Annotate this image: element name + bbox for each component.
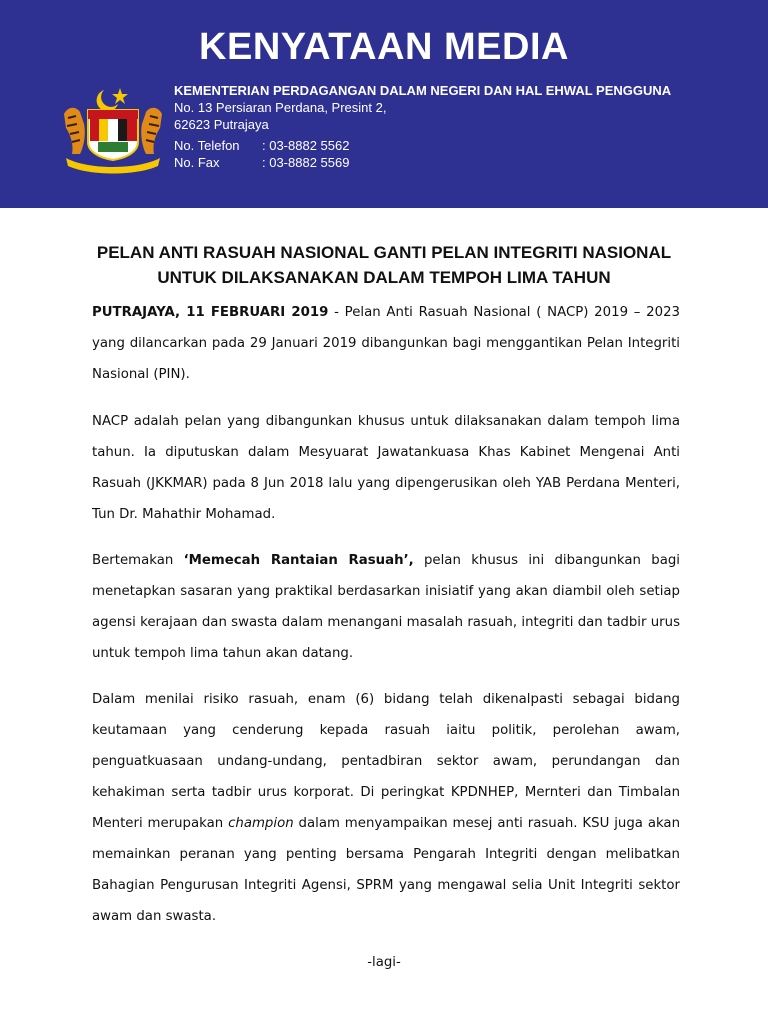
- paragraph-1-text: - Pelan Anti Rasuah Nasional ( NACP) 2019 – 2023 yang dilancarkan pada 29 Januari 2019 dibangunkan bagi menggantikan Pelan Integriti Nasional (PIN).: [92, 305, 680, 382]
- paragraph-4-part-1: Dalam menilai risiko rasuah, enam (6) bidang telah dikenalpasti sebagai bidang keutamaan yang cenderung kepada rasuah iaitu politik, perolehan awam, penguatkuasaan undang-undang, pentadbiran sektor awam, perundangan dan kehakiman serta tadbir urus korporat. Di peringkat KPDNHEP, Mernteri dan Timbalan Menteri merupakan: [92, 692, 680, 831]
- address-line-1: No. 13 Persiaran Perdana, Presint 2,: [174, 100, 387, 115]
- phone-value: : 03-8882 5562: [262, 138, 350, 153]
- fax-value: : 03-8882 5569: [262, 155, 350, 170]
- paragraph-3-text: pelan khusus ini dibangunkan bagi menetapkan sasaran yang praktikal berdasarkan inisiatif yang akan diambil oleh setiap agensi kerajaan dan swasta dalam menangani masalah rasuah, integriti dan tadbir urus untuk tempoh lima tahun akan datang.: [92, 553, 680, 661]
- headline-line-2: UNTUK DILAKSANAKAN DALAM TEMPOH LIMA TAHUN: [157, 268, 611, 287]
- champion-term: champion: [228, 816, 294, 831]
- header-banner: [0, 0, 768, 208]
- press-headline: [60, 240, 708, 290]
- theme-text: ‘Memecah Rantaian Rasuah’,: [183, 553, 414, 568]
- paragraph-4-part-2: dalam menyampaikan mesej anti rasuah. KSU juga akan memainkan peranan yang penting bersama Pengarah Integriti dengan melibatkan Bahagian Pengurusan Integriti Agensi, SPRM yang mengawal selia Unit Integriti sektor awam dan swasta.: [92, 816, 681, 924]
- address-line-2: 62623 Putrajaya: [174, 117, 269, 132]
- ministry-name: KEMENTERIAN PERDAGANGAN DALAM NEGERI DAN HAL EHWAL PENGGUNA: [174, 83, 672, 98]
- paragraph-3: [92, 545, 680, 669]
- phone-label: No. Telefon: [174, 138, 240, 153]
- paragraph-2: NACP adalah pelan yang dibangunkan khusus untuk dilaksanakan dalam tempoh lima tahun. Ia diputuskan dalam Mesyuarat Jawatankuasa Khas Kabinet Mengenai Anti Rasuah (JKKMAR) pada 8 Jun 2018 lalu yang dipengerusikan oleh YAB Perdana Menteri, Tun Dr. Mahathir Mohamad.: [92, 414, 680, 522]
- header-title: KENYATAAN MEDIA: [199, 26, 569, 68]
- dateline: PUTRAJAYA, 11 FEBRUARI 2019: [92, 305, 329, 320]
- fax-row: [174, 155, 349, 170]
- headline-line-1: PELAN ANTI RASUAH NASIONAL GANTI PELAN INTEGRITI NASIONAL: [96, 243, 672, 262]
- paragraph-1: [92, 297, 680, 390]
- fax-label: No. Fax: [174, 155, 220, 170]
- continuation-marker: -lagi-: [367, 955, 401, 970]
- phone-row: [174, 138, 349, 153]
- malaysia-coat-of-arms-icon: [58, 84, 168, 176]
- paragraph-3-prefix: Bertemakan: [92, 553, 184, 568]
- paragraph-4: [92, 684, 680, 932]
